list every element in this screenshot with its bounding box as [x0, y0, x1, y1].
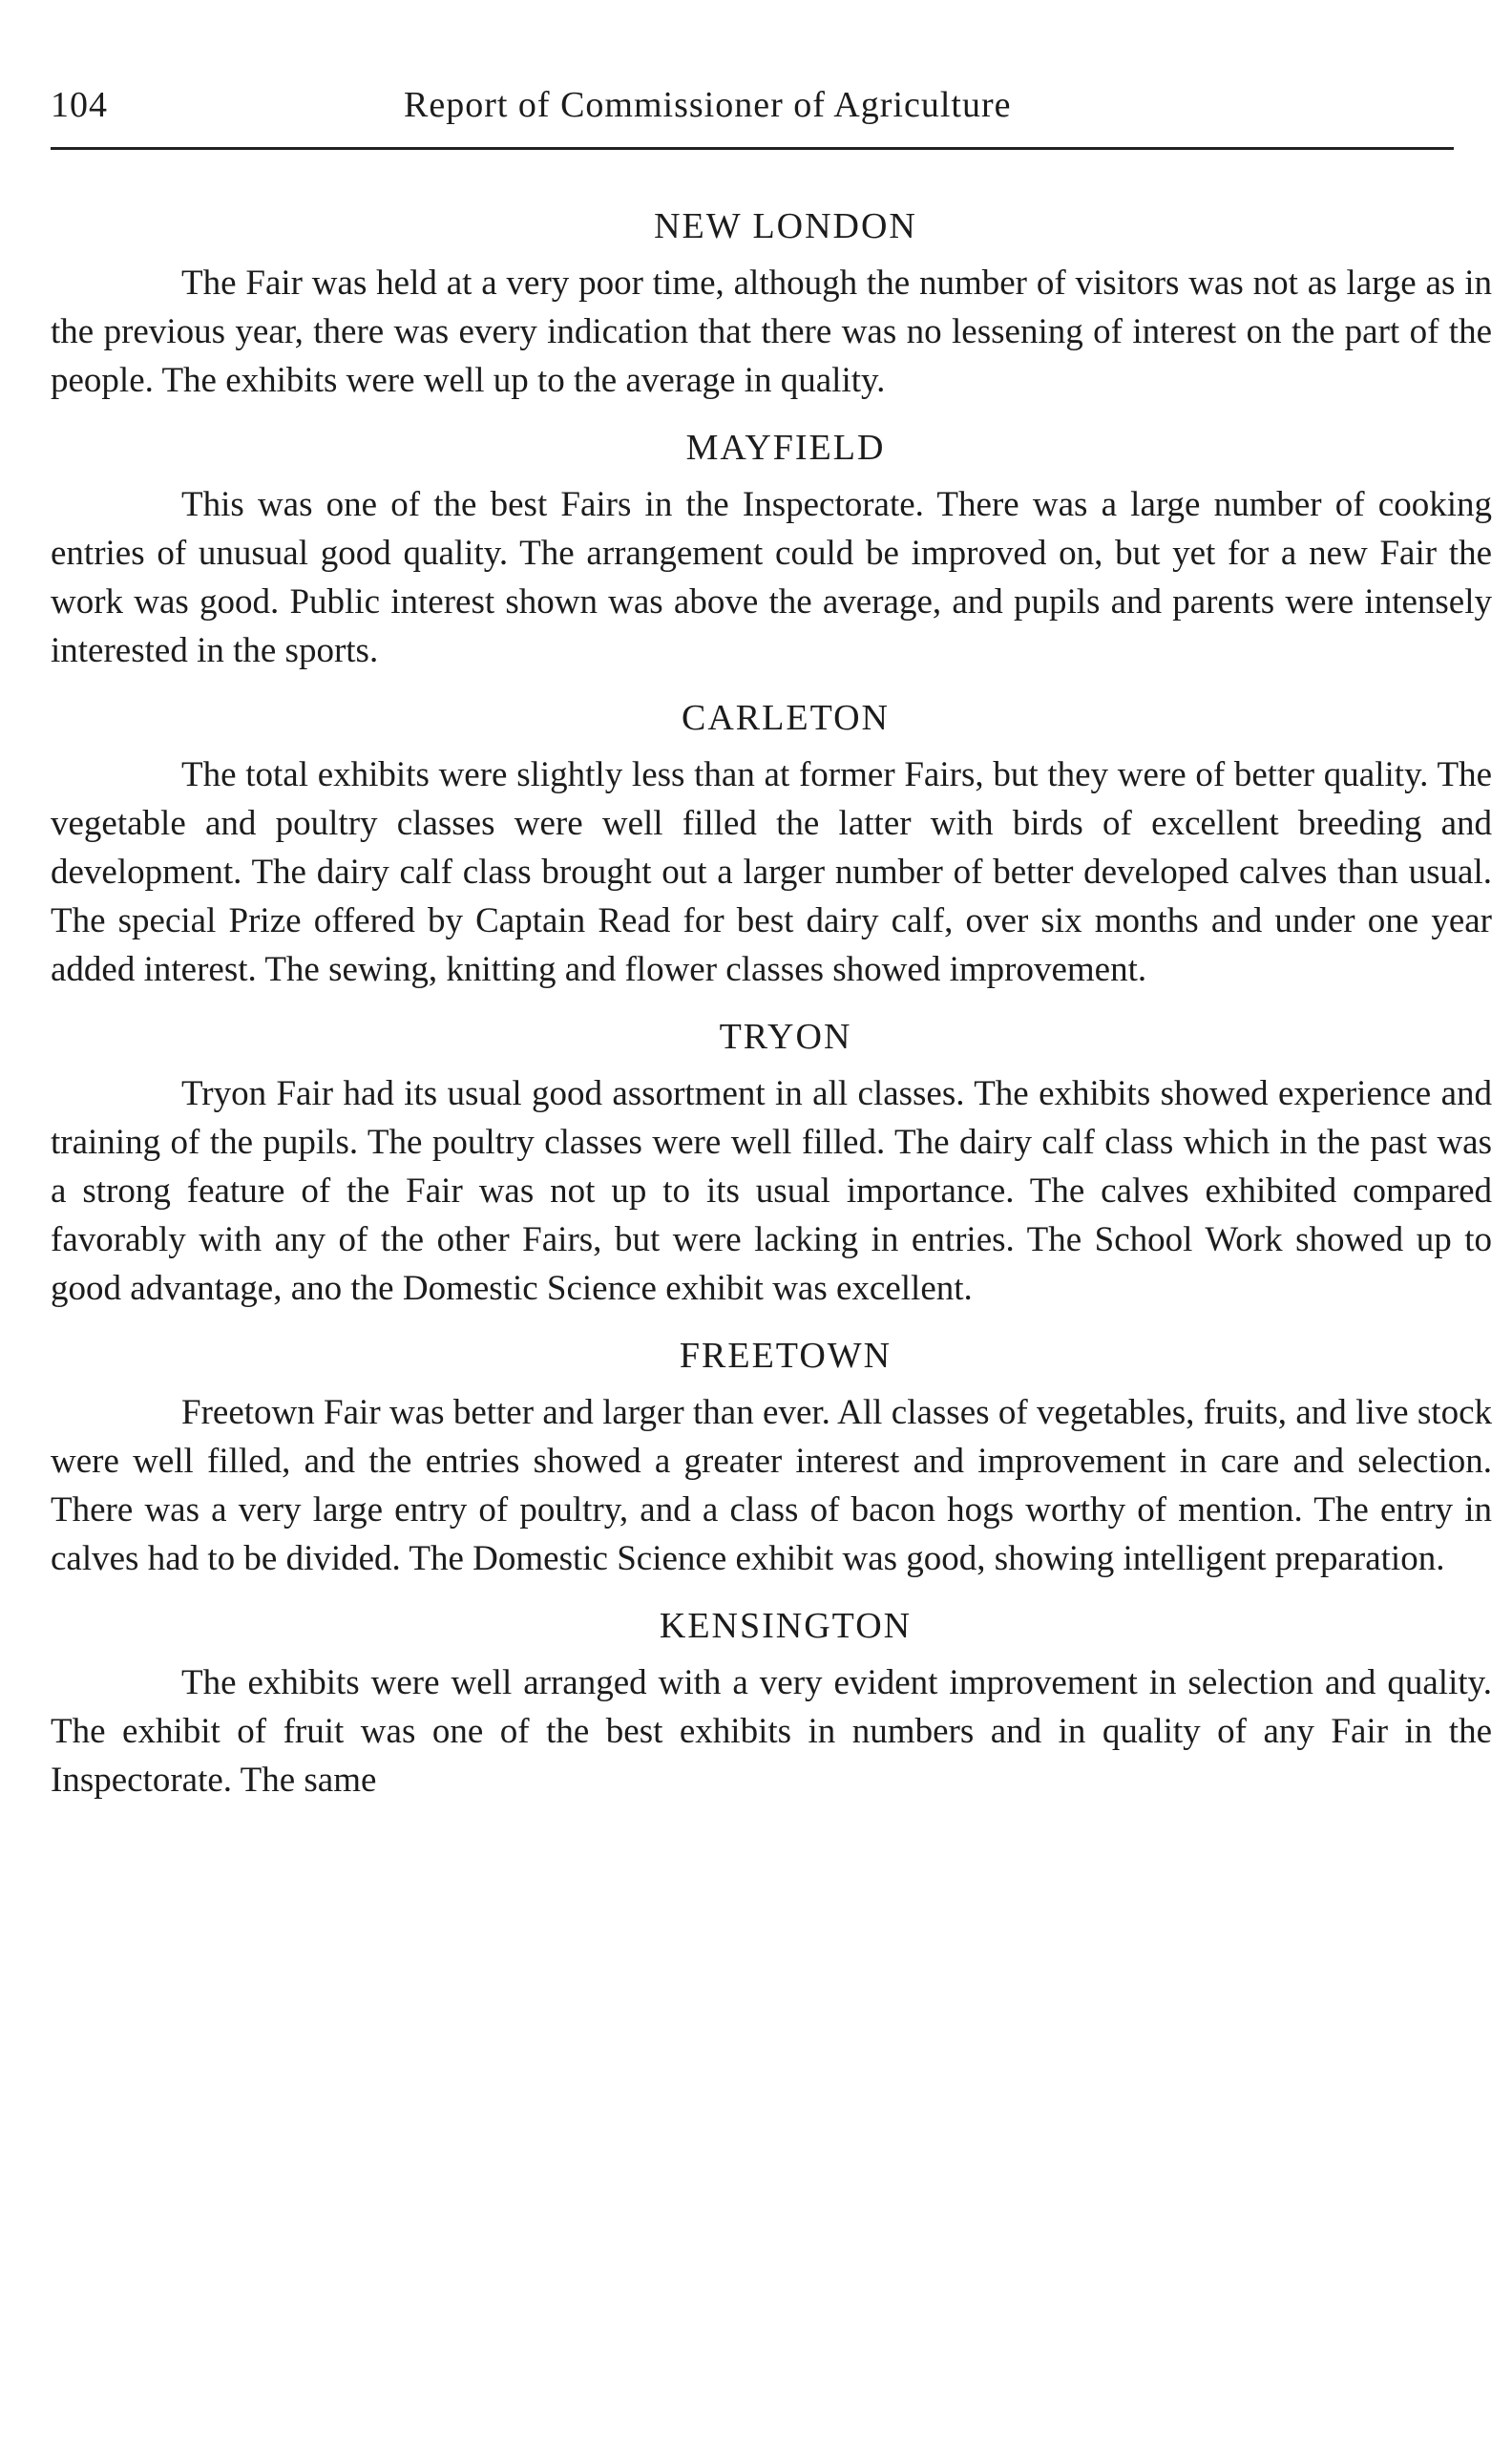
section-kensington — [51, 1602, 1492, 1804]
section-heading: MAYFIELD — [685, 428, 886, 468]
section-carleton — [51, 694, 1492, 994]
section-paragraph: The Fair was held at a very poor time, although the number of visitors was not as large as in the previous year, there was every indication that there was no lessening of interest on the part of the people. The exhibits were well up to the average in quality. — [51, 264, 1492, 400]
section-heading: TRYON — [719, 1017, 852, 1057]
section-heading: NEW LONDON — [654, 206, 917, 246]
section-heading: KENSINGTON — [659, 1606, 913, 1646]
document-page — [51, 0, 1492, 2448]
section-mayfield — [51, 424, 1492, 675]
section-paragraph: This was one of the best Fairs in the Inspectorate. There was a large number of cooking entries of unusual good quality. The arrangement could be improved on, but yet for a new Fair the work was good. Public interest shown was above the average, and pupils and parents were intensely interested in the sports. — [51, 485, 1492, 670]
section-paragraph: Tryon Fair had its usual good assortment in all classes. The exhibits showed experience and training of the pupils. The poultry classes were well filled. The dairy calf class which in the past was a strong feature of the Fair was not up to its usual importance. The calves exhibited compared favorably with any of the other Fairs, but were lacking in entries. The School Work showed up to good advantage, ano the Domestic Science exhibit was excellent. — [51, 1074, 1492, 1308]
section-heading: FREETOWN — [679, 1336, 892, 1376]
header-rule — [51, 147, 1454, 150]
section-paragraph: The total exhibits were slightly less than at former Fairs, but they were of better quality. The vegetable and poultry classes were well filled the latter with birds of excellent breeding and development. The dairy calf class brought out a larger number of better developed calves than usual. The special Prize offered by Captain Read for best dairy calf, over six months and under one year added interest. The sewing, knitting and flower classes showed improvement. — [51, 755, 1492, 989]
section-paragraph: The exhibits were well arranged with a very evident improvement in selection and quality. The exhibit of fruit was one of the best exhibits in numbers and in quality of any Fair in the Inspectorate. The same — [51, 1663, 1492, 1800]
running-header — [51, 84, 1454, 137]
section-paragraph: Freetown Fair was better and larger than ever. All classes of vegetables, fruits, and live stock were well filled, and the entries showed a greater interest and improvement in care and selection. There was a very large entry of poultry, and a class of bacon hogs worthy of mention. The entry in calves had to be divided. The Domestic Science exhibit was good, showing intelligent preparation. — [51, 1393, 1492, 1578]
section-new-london — [51, 202, 1492, 405]
page-number: 104 — [51, 85, 108, 125]
section-tryon — [51, 1013, 1492, 1313]
page-content — [51, 202, 1492, 1824]
running-title: Report of Commissioner of Agriculture — [404, 85, 1012, 125]
section-heading: CARLETON — [682, 698, 890, 738]
section-freetown — [51, 1332, 1492, 1583]
